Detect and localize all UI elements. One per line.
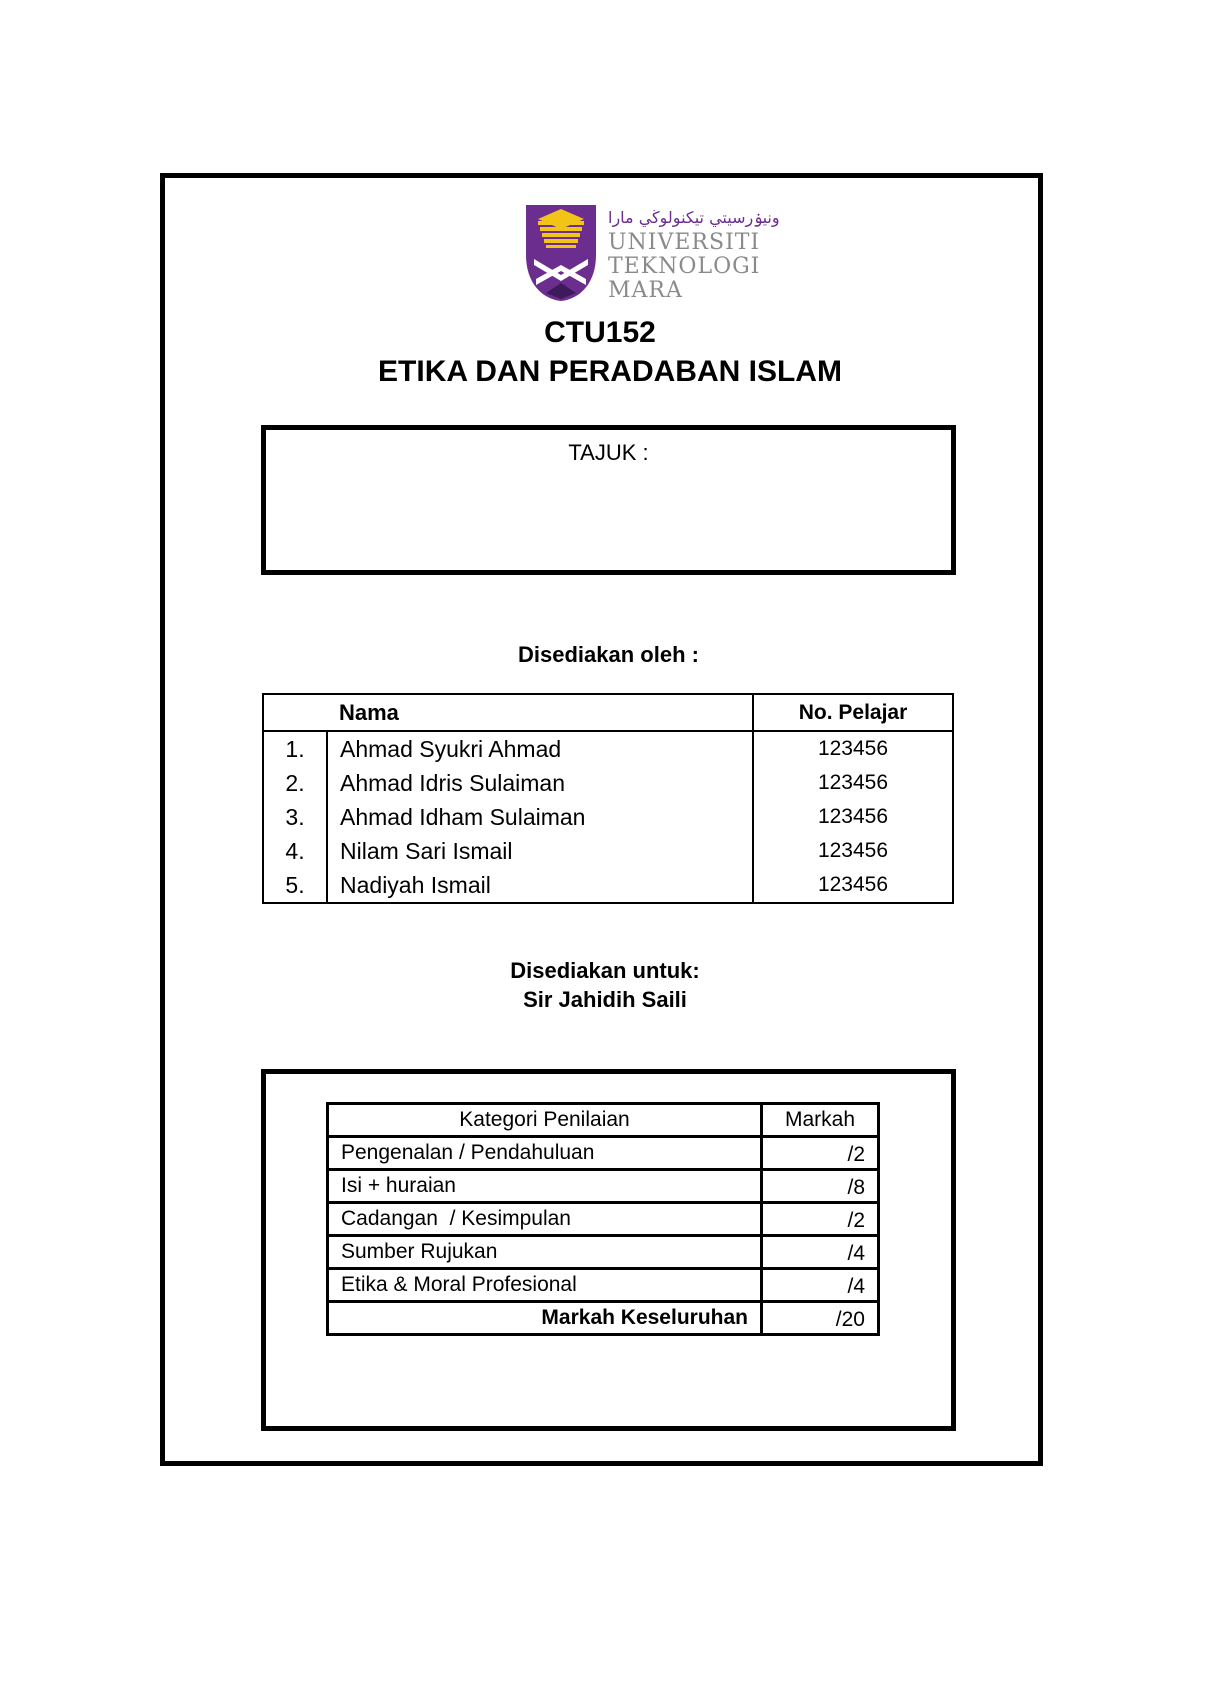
course-name: ETIKA DAN PERADABAN ISLAM	[378, 355, 842, 388]
assessment-marks[interactable]: /8	[762, 1170, 879, 1203]
student-name: Ahmad Idris Sulaiman	[327, 766, 753, 800]
student-name: Nilam Sari Ismail	[327, 834, 753, 868]
assessment-category: Sumber Rujukan	[328, 1236, 762, 1269]
assessment-category: Cadangan / Kesimpulan	[328, 1203, 762, 1236]
students-header-row	[263, 694, 953, 731]
student-id: 123456	[817, 737, 889, 760]
title-label: TAJUK :	[568, 440, 649, 465]
table-row	[263, 834, 953, 868]
logo-line-teknologi: TEKNOLOGI	[608, 254, 761, 279]
assessment-marks[interactable]: /2	[762, 1137, 879, 1170]
assessment-category: Isi + huraian	[328, 1170, 762, 1203]
student-number: 5.	[263, 868, 327, 903]
logo-line-mara: MARA	[608, 278, 683, 303]
students-table	[262, 693, 954, 904]
table-row	[328, 1203, 879, 1236]
table-row	[328, 1137, 879, 1170]
student-id: 123456	[817, 771, 889, 794]
total-label: Markah Keseluruhan	[328, 1302, 762, 1335]
logo-line-universiti: UNIVERSITI	[608, 230, 761, 255]
assessment-marks[interactable]: /4	[762, 1236, 879, 1269]
table-row	[263, 868, 953, 903]
title-box[interactable]	[261, 425, 956, 575]
table-row	[328, 1236, 879, 1269]
total-row	[328, 1302, 879, 1335]
header-name: Nama	[327, 694, 753, 731]
student-name: Ahmad Syukri Ahmad	[327, 731, 753, 766]
prepared-for-label: Disediakan untuk:	[510, 958, 700, 983]
header-student-id: No. Pelajar	[753, 694, 953, 731]
assessment-table	[326, 1102, 880, 1336]
student-id: 123456	[817, 805, 889, 828]
table-row	[328, 1170, 879, 1203]
prepared-by-label: Disediakan oleh :	[518, 642, 699, 667]
uitm-logo	[524, 203, 780, 303]
header-marks: Markah	[762, 1104, 879, 1137]
student-name: Nadiyah Ismail	[327, 868, 753, 903]
student-number: 3.	[263, 800, 327, 834]
student-name: Ahmad Idham Sulaiman	[327, 800, 753, 834]
table-row	[263, 800, 953, 834]
assessment-category: Pengenalan / Pendahuluan	[328, 1137, 762, 1170]
student-number: 4.	[263, 834, 327, 868]
header-category: Kategori Penilaian	[328, 1104, 762, 1137]
header-number	[263, 694, 327, 731]
assessment-category: Etika & Moral Profesional	[328, 1269, 762, 1302]
student-number: 2.	[263, 766, 327, 800]
prepared-for	[0, 956, 1210, 1014]
total-marks[interactable]: /20	[762, 1302, 879, 1335]
table-row	[263, 766, 953, 800]
logo-arabic-text: ونيۏرسيتي تيكنولوڬي مارا	[608, 208, 780, 227]
table-row	[328, 1269, 879, 1302]
assessment-marks[interactable]: /4	[762, 1269, 879, 1302]
student-id: 123456	[817, 873, 889, 896]
table-row	[263, 731, 953, 766]
student-number: 1.	[263, 731, 327, 766]
uitm-crest-icon	[526, 205, 596, 301]
course-code: CTU152	[544, 316, 656, 349]
student-id: 123456	[817, 839, 889, 862]
assessment-header-row	[328, 1104, 879, 1137]
assessment-marks[interactable]: /2	[762, 1203, 879, 1236]
lecturer-name: Sir Jahidih Saili	[523, 987, 687, 1012]
